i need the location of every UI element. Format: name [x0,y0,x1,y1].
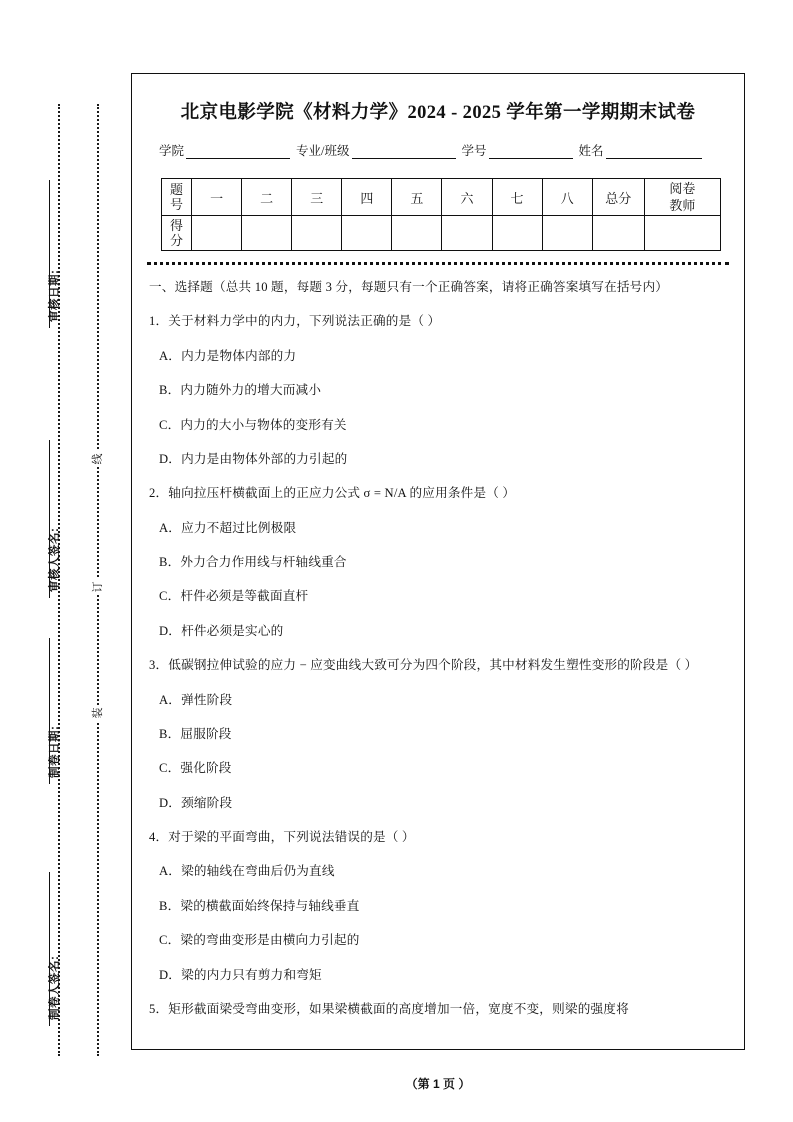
compiler-signature-label: 制卷人签名: [49,955,61,1020]
question-stem-5: 5．矩形截面梁受弯曲变形，如果梁横截面的高度增加一倍，宽度不变，则梁的强度将 [149,1001,629,1016]
question-4-option-b[interactable] [159,898,727,915]
question-1-option-b[interactable] [159,382,727,399]
binding-margin [0,0,128,1122]
table-cell-q2: 二 [242,179,292,216]
question-1-option-d[interactable] [159,451,727,468]
reviewer-signature-underline [49,440,50,598]
exam-paper-body [131,73,745,1050]
option-text: 颈缩阶段 [181,795,233,810]
student-id-label: 学号 [461,144,487,158]
option-key: C． [159,933,181,948]
major-class-label: 专业/班级 [296,144,350,158]
question-stem-2: 2．轴向拉压杆横截面上的正应力公式 σ = N/A 的应用条件是（ ） [149,486,516,501]
option-key: B． [159,726,181,741]
option-text: 应力不超过比例极限 [181,520,297,535]
binding-rule-char-zhuang: 装 [91,705,105,721]
option-key: D． [159,623,182,638]
option-text: 内力的大小与物体的变形有关 [180,417,347,432]
option-text: 杆件必须是实心的 [181,623,284,638]
major-class-input[interactable] [352,146,456,159]
table-cell-q1: 一 [192,179,242,216]
student-id-input[interactable] [489,146,573,159]
table-cell-total-label: 总分 [592,179,644,216]
student-id-field[interactable] [462,141,573,159]
question-1-option-c[interactable] [159,417,727,434]
option-key: D． [159,967,182,982]
option-text: 外力合力作用线与杆轴线重合 [180,555,347,569]
score-cell-q2[interactable] [242,216,292,251]
page-footer: （第 1 页 ） [405,1077,471,1091]
college-label: 学院 [159,144,185,158]
question-list [149,279,727,1018]
page-title: 北京电影学院《材料力学》2024 - 2025 学年第一学期期末试卷 [180,103,696,123]
table-row-question-numbers [162,179,721,216]
option-text: 屈服阶段 [180,726,232,741]
compile-date-label: 制卷日期: [49,725,61,778]
option-text: 内力是由物体外部的力引起的 [181,451,348,466]
college-field[interactable] [159,141,290,159]
review-date-underline [49,180,50,328]
question-2-option-c[interactable] [159,588,727,605]
name-label: 姓名 [578,144,604,158]
table-cell-marker-label: 阅卷 教师 [644,179,720,216]
option-text: 梁的弯曲变形是由横向力引起的 [180,933,360,948]
major-class-field[interactable] [296,141,455,159]
compiler-signature-underline [49,872,50,1026]
section-separator [147,262,729,265]
option-key: D． [159,795,182,810]
option-key: A． [159,692,182,707]
option-text: 杆件必须是等截面直杆 [180,589,309,604]
college-input[interactable] [186,146,290,159]
option-text: 梁的内力只有剪力和弯矩 [181,967,322,982]
score-cell-q1[interactable] [192,216,242,251]
score-cell-q8[interactable] [542,216,592,251]
option-key: A． [159,864,182,879]
option-key: C． [159,761,181,776]
option-text: 梁的横截面始终保持与轴线垂直 [180,898,360,913]
question-stem-4: 4．对于梁的平面弯曲，下列说法错误的是（ ） [149,830,415,844]
name-field[interactable] [579,141,702,159]
option-key: B． [159,555,181,569]
option-text: 强化阶段 [180,761,232,776]
identity-field-row [159,141,725,159]
binding-rule-char-xian: 线 [91,451,105,467]
score-cell-q3[interactable] [292,216,342,251]
table-cell-q5: 五 [392,179,442,216]
score-cell-q7[interactable] [492,216,542,251]
option-text: 弹性阶段 [181,692,233,707]
question-2-option-d[interactable] [159,623,727,640]
review-date-label: 审核日期: [49,269,61,322]
question-stem-1: 1．关于材料力学中的内力，下列说法正确的是（ ） [149,314,441,329]
section-heading-choice: 一、选择题（总共 10 题，每题 3 分，每题只有一个正确答案，请将正确答案填写在括号内） [149,280,669,294]
reviewer-signature-label: 审核人签名: [49,527,61,592]
question-3-option-a[interactable] [159,692,727,709]
question-4-option-c[interactable] [159,932,727,949]
option-text: 内力随外力的增大而减小 [180,383,322,398]
table-cell-q3: 三 [292,179,342,216]
option-key: B． [159,898,181,913]
question-1-option-a[interactable] [159,348,727,365]
option-key: B． [159,383,181,398]
option-key: D． [159,451,182,466]
option-key: C． [159,589,181,604]
score-cell-q6[interactable] [442,216,492,251]
row-header-question-number: 题 号 [162,179,192,216]
score-cell-q4[interactable] [342,216,392,251]
option-key: C． [159,417,181,432]
table-cell-q4: 四 [342,179,392,216]
table-cell-q8: 八 [542,179,592,216]
question-4-option-a[interactable] [159,863,727,880]
question-3-option-c[interactable] [159,760,727,777]
question-2-option-a[interactable] [159,520,727,537]
option-text: 内力是物体内部的力 [181,348,297,363]
compile-date-underline [49,638,50,784]
question-4-option-d[interactable] [159,967,727,984]
score-cell-q5[interactable] [392,216,442,251]
table-cell-q6: 六 [442,179,492,216]
option-key: A． [159,520,182,535]
row-header-score: 得 分 [162,216,192,251]
binding-rule-char-ding: 订 [91,579,105,595]
question-2-option-b[interactable] [159,554,727,571]
option-text: 梁的轴线在弯曲后仍为直线 [181,864,335,879]
table-row-scores [162,216,721,251]
table-cell-q7: 七 [492,179,542,216]
question-3-option-b[interactable] [159,726,727,743]
option-key: A． [159,348,182,363]
question-stem-3: 3．低碳钢拉伸试验的应力 − 应变曲线大致可分为四个阶段，其中材料发生塑性变形的阶段是（ ） [149,658,698,673]
score-cell-total[interactable] [592,216,644,251]
name-input[interactable] [606,146,702,159]
score-cell-marker[interactable] [644,216,720,251]
question-3-option-d[interactable] [159,795,727,812]
score-table [161,178,721,251]
